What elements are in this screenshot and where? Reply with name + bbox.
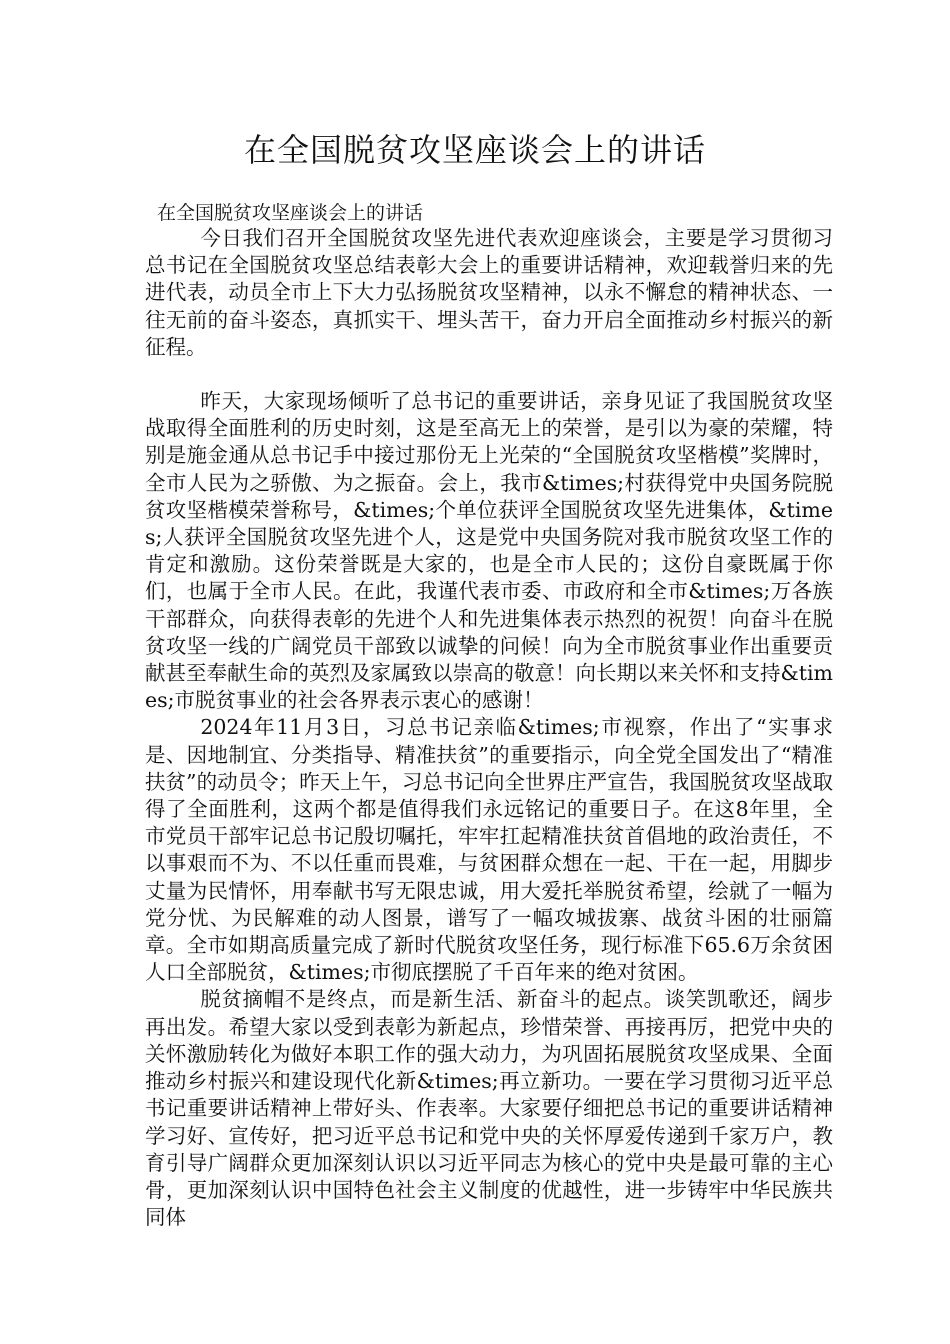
paragraph-outlook: 脱贫摘帽不是终点，而是新生活、新奋斗的起点。谈笑凯歌还，阔步再出发。希望大家以受到表彰为新起点，珍惜荣誉、再接再厉，把党中央的关怀激励转化为做好本职工作的强大动力，为巩固拓展脱贫攻坚成果、全面推动乡村振兴和建设现代化新&times;再立新功。一要在学习贯彻习近平总书记重要讲话精神上带好头、作表率。大家要仔细把总书记的重要讲话精神学习好、宣传好，把习近平总书记和党中央的关怀厚爱传递到千家万户，教育引导广阔群众更加深刻认识以习近平同志为核心的党中央是最可靠的主心骨，更加深刻认识中国特色社会主义制度的优越性，进一步铸牢中华民族共同体	[145, 987, 833, 1230]
paragraph-intro: 今日我们召开全国脱贫攻坚先进代表欢迎座谈会，主要是学习贯彻习总书记在全国脱贫攻坚总结表彰大会上的重要讲话精神，欢迎载誉归来的先进代表，动员全市上下大力弘扬脱贫攻坚精神，以永不懈怠的精神状态、一往无前的奋斗姿态，真抓实干、埋头苦干，奋力开启全面推动乡村振兴的新征程。	[145, 226, 833, 359]
document-subtitle: 在全国脱贫攻坚座谈会上的讲话	[157, 202, 424, 224]
document-body	[145, 201, 833, 1231]
paragraph-honor: 昨天，大家现场倾听了总书记的重要讲话，亲身见证了我国脱贫攻坚战取得全面胜利的历史时刻，这是至高无上的荣誉，是引以为豪的荣耀，特别是施金通从总书记手中接过那份无上光荣的“全国脱贫攻坚楷模”奖牌时，全市人民为之骄傲、为之振奋。会上，我市&times;村获得党中央国务院脱贫攻坚楷模荣誉称号，&times;个单位获评全国脱贫攻坚先进集体，&times;人获评全国脱贫攻坚先进个人，这是党中央国务院对我市脱贫攻坚工作的肯定和激励。这份荣誉既是大家的，也是全市人民的；这份自豪既属于你们，也属于全市人民。在此，我谨代表市委、市政府和全市&times;万各族干部群众，向获得表彰的先进个人和先进集体表示热烈的祝贺！向奋斗在脱贫攻坚一线的广阔党员干部致以诚挚的问候！向为全市脱贫事业作出重要贡献甚至奉献生命的英烈及家属致以崇高的敬意！向长期以来关怀和支持&times;市脱贫事业的社会各界表示衷心的感谢！	[145, 389, 833, 713]
paragraph-spacer	[145, 361, 833, 388]
document-title: 在全国脱贫攻坚座谈会上的讲话	[243, 131, 706, 169]
paragraph-history: 2024年11月3日，习总书记亲临&times;市视察，作出了“实事求是、因地制宜、分类指导、精准扶贫”的重要指示，向全党全国发出了“精准扶贫”的动员令；昨天上午，习总书记向全世界庄严宣告，我国脱贫攻坚战取得了全面胜利，这两个都是值得我们永远铭记的重要日子。在这8年里，全市党员干部牢记总书记殷切嘱托，牢牢扛起精准扶贫首倡地的政治责任，不以事艰而不为、不以任重而畏难，与贫困群众想在一起、干在一起，用脚步丈量为民情怀，用奉献书写无限忠诚，用大爱托举脱贫希望，绘就了一幅为党分忧、为民解难的动人图景，谱写了一幅攻城拔寨、战贫斗困的壮丽篇章。全市如期高质量完成了新时代脱贫攻坚任务，现行标准下65.6万余贫困人口全部脱贫，&times;市彻底摆脱了千百年来的绝对贫困。	[145, 715, 833, 985]
